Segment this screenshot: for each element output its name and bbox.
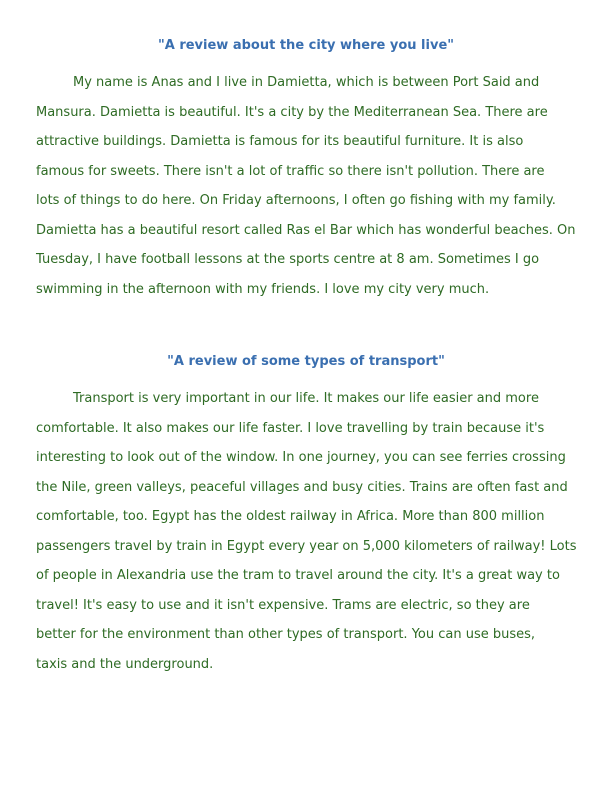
paragraph-line: Tuesday, I have football lessons at the sports centre at 8 am. Sometimes I go [36, 252, 540, 267]
section-title-city-review: "A review about the city where you live" [157, 38, 455, 53]
paragraph-line: of people in Alexandria use the tram to travel around the city. It's a great way to [36, 568, 560, 583]
paragraph-line: comfortable. It also makes our life faster. I love travelling by train because it's [36, 420, 545, 436]
paragraph-line: My name is Anas and I live in Damietta, which is between Port Said and [73, 75, 540, 90]
paragraph-line: Mansura. Damietta is beautiful. It's a city by the Mediterranean Sea. There are [36, 104, 548, 120]
section-title-transport-review: "A review of some types of transport" [167, 354, 445, 369]
paragraph-line: Transport is very important in our life. It makes our life easier and more [73, 391, 539, 406]
paragraph-transport-review [36, 384, 576, 679]
paragraph-line: the Nile, green valleys, peaceful villages and busy cities. Trains are often fast and [36, 479, 568, 495]
paragraph-line: travel! It's easy to use and it isn't expensive. Trams are electric, so they are [36, 597, 530, 613]
paragraph-line: attractive buildings. Damietta is famous for its beautiful furniture. It is also [36, 134, 524, 149]
paragraph-city-review [36, 68, 576, 304]
paragraph-line: better for the environment than other types of transport. You can use buses, [36, 627, 536, 642]
paragraph-line: passengers travel by train in Egypt every year on 5,000 kilometers of railway! Lots [36, 538, 577, 554]
paragraph-line: interesting to look out of the window. In one journey, you can see ferries crossing [36, 450, 566, 465]
paragraph-line: swimming in the afternoon with my friends. I love my city very much. [36, 281, 490, 297]
paragraph-line: famous for sweets. There isn't a lot of traffic so there isn't pollution. There are [36, 163, 545, 179]
paragraph-line: lots of things to do here. On Friday afternoons, I often go fishing with my family. [36, 193, 556, 208]
paragraph-line: taxis and the underground. [36, 656, 214, 672]
paragraph-line: comfortable, too. Egypt has the oldest railway in Africa. More than 800 million [36, 509, 545, 524]
paragraph-line: Damietta has a beautiful resort called Ras el Bar which has wonderful beaches. On [36, 222, 576, 238]
